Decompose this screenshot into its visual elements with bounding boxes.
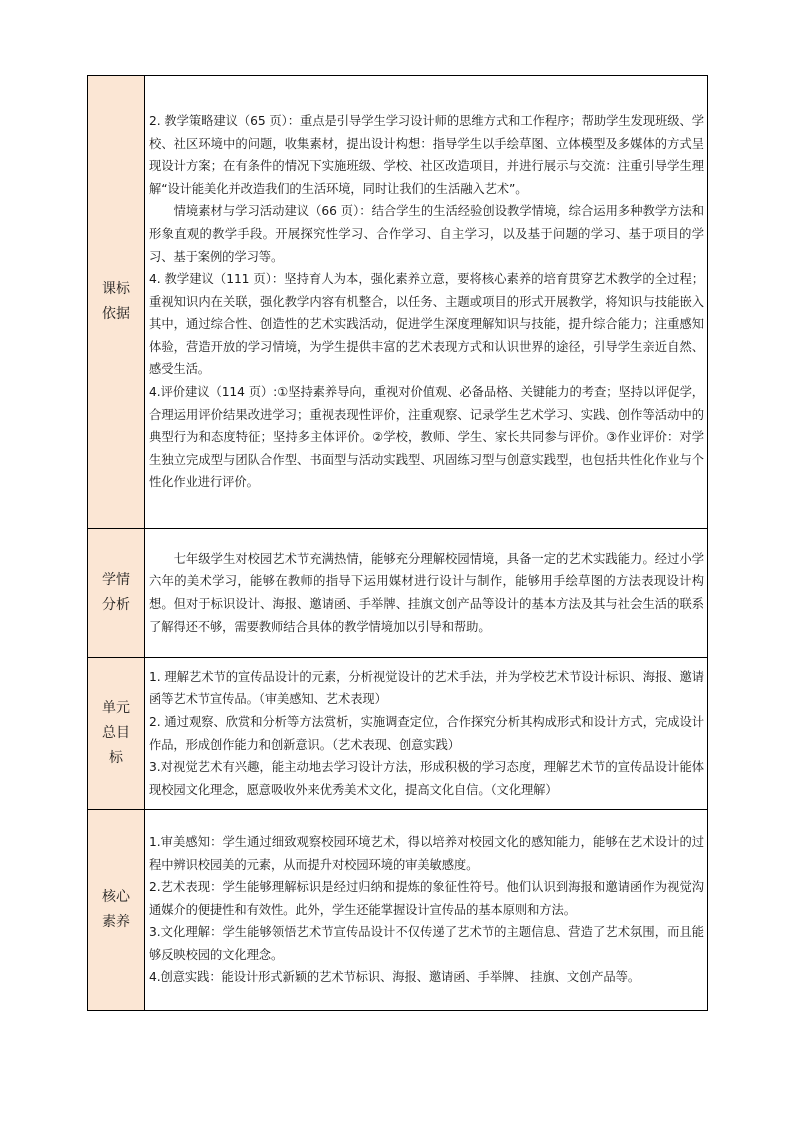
- paragraph: 七年级学生对校园艺术节充满热情，能够充分理解校园情境，具备一定的艺术实践能力。经过小学六年的美术学习，能够在教师的指导下运用媒材进行设计与制作，能够用手绘草图的方法表现设计构想。但对于标识设计、海报、邀请函、手举牌、挂旗文创产品等设计的基本方法及其与社会生活的联系了解得还不够，需要教师结合具体的教学情境加以引导和帮助。: [149, 551, 704, 634]
- row-curriculum-basis: [88, 76, 708, 529]
- label-line: 分析: [102, 597, 130, 613]
- paragraph: 2.艺术表现：学生能够理解标识是经过归纳和提炼的象征性符号。他们认识到海报和邀请函作为视觉沟通媒介的便捷性和有效性。此外，学生还能掌握设计宣传品的基本原则和方法。: [149, 880, 704, 917]
- label-learner-analysis: [88, 529, 145, 658]
- paragraph: 2. 通过观察、欣赏和分析等方法赏析，实施调查定位，合作探究分析其构成形式和设计方式，完成设计作品，形成创作能力和创新意识。（艺术表现、创意实践）: [149, 714, 704, 752]
- label-curriculum-basis: [88, 76, 145, 529]
- paragraph: 3.文化理解：学生能够领悟艺术节宣传品设计不仅传递了艺术节的主题信息、营造了艺术氛围，而且能够反映校园的文化理念。: [149, 925, 704, 962]
- paragraph: 情境素材与学习活动建议（66 页）：结合学生的生活经验创设教学情境，综合运用多种教学方法和形象直观的教学手段。开展探究性学习、合作学习、自主学习，以及基于问题的学习、基于项目的学习、基于案例的学习等。: [149, 204, 704, 264]
- label-core-literacy: [88, 810, 145, 1011]
- label-unit-goals: [88, 658, 145, 810]
- paragraph: 1. 理解艺术节的宣传品设计的元素，分析视觉设计的艺术手法，并为学校艺术节设计标识、海报、邀请函等艺术节宣传品。（审美感知、艺术表现）: [149, 669, 704, 707]
- label-line: 课标: [102, 281, 130, 297]
- content-learner-analysis: [145, 529, 708, 658]
- lesson-plan-table: [87, 75, 708, 1011]
- paragraph: 4.创意实践：能设计形式新颖的艺术节标识、海报、邀请函、手举牌、 挂旗、文创产品等。: [149, 970, 641, 985]
- paragraph: 3.对视觉艺术有兴趣，能主动地去学习设计方法，形成积极的学习态度，理解艺术节的宣传品设计能体现校园文化理念，愿意吸收外来优秀美术文化，提高文化自信。（文化理解）: [149, 760, 704, 797]
- row-unit-goals: [88, 658, 708, 810]
- paragraph: 4.评价建议（114 页）:①坚持素养导向，重视对价值观、必备品格、关键能力的考查；坚持以评促学，合理运用评价结果改进学习；重视表现性评价，注重观察、记录学生艺术学习、实践、创作等活动中的典型行为和态度特征；坚持多主体评价。②学校，教师、学生、家长共同参与评价。③作业评价：对学生独立完成型与团队合作型、书面型与活动实践型、巩固练习型与创意实践型，也包括共性化作业与个性化作业进行评价。: [149, 385, 704, 490]
- row-core-literacy: [88, 810, 708, 1011]
- paragraph: 2. 教学策略建议（65 页）：重点是引导学生学习设计师的思维方式和工作程序；帮助学生发现班级、学校、社区环境中的问题，收集素材，提出设计构想：指导学生以手绘草图、立体模型及多媒体的方式呈现设计方案；在有条件的情况下实施班级、学校、社区改造项目，并进行展示与交流：注重引导学生理解“设计能美化并改造我们的生活环境，同时让我们的生活融入艺术”。: [149, 113, 704, 196]
- content-core-literacy: [145, 810, 708, 1011]
- label-line: 素养: [102, 914, 130, 930]
- label-line: 标: [109, 750, 123, 766]
- label-line: 学情: [102, 572, 130, 588]
- paragraph: 4. 教学建议（111 页）：坚持育人为本，强化素养立意，要将核心素养的培育贯穿艺术教学的全过程；重视知识内在关联，强化教学内容有机整合，以任务、主题或项目的形式开展教学，将知识与技能嵌入其中，通过综合性、创造性的艺术实践活动，促进学生深度理解知识与技能，提升综合能力；注重感知体验，营造开放的学习情境，为学生提供丰富的艺术表现方式和认识世界的途径，引导学生亲近自然、感受生活。: [149, 272, 704, 377]
- label-line: 核心: [102, 889, 130, 905]
- content-curriculum-basis: [145, 76, 708, 529]
- content-unit-goals: [145, 658, 708, 810]
- paragraph: 1.审美感知：学生通过细致观察校园环境艺术，得以培养对校园文化的感知能力，能够在艺术设计的过程中辨识校园美的元素，从而提升对校园环境的审美敏感度。: [149, 834, 704, 872]
- label-line: 单元: [102, 700, 130, 716]
- label-line: 依据: [102, 306, 130, 322]
- row-learner-analysis: [88, 529, 708, 658]
- label-line: 总目: [102, 725, 130, 741]
